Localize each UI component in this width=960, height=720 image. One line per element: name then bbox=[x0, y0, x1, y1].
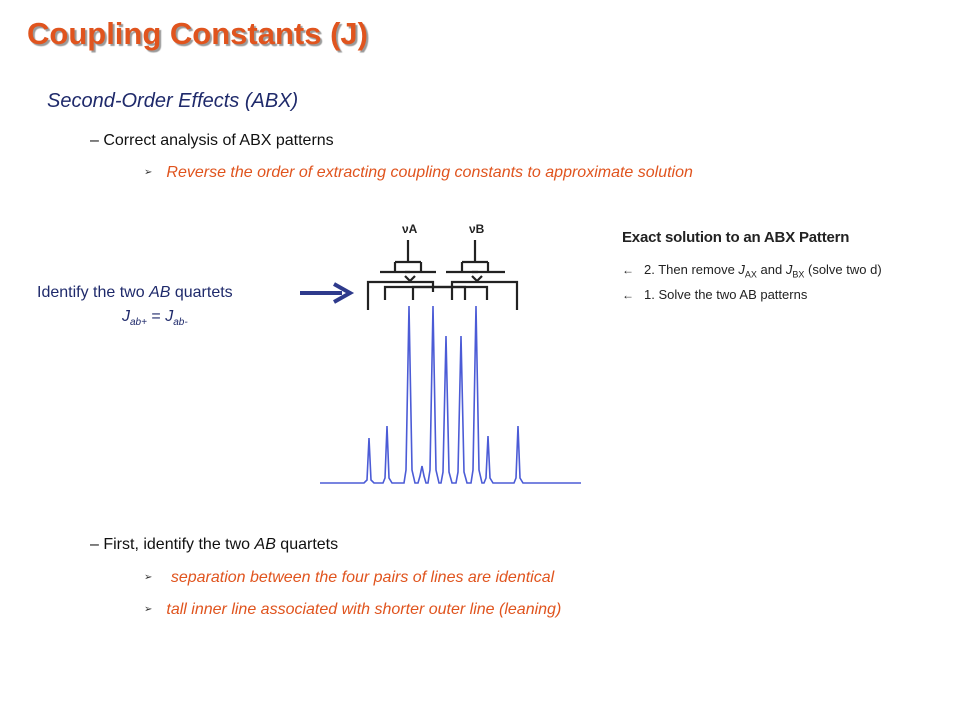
step2-mid: and bbox=[756, 262, 786, 277]
bullet-text: separation between the four pairs of lines are identical bbox=[166, 569, 555, 586]
splitting-tree-a bbox=[368, 240, 465, 310]
j-sub-1: ab+ bbox=[130, 317, 147, 329]
step2-j2: J bbox=[785, 262, 793, 277]
exact-solution-title: Exact solution to an ABX Pattern bbox=[622, 229, 850, 246]
bullet-text: Reverse the order of extracting coupling constants to approximate solution bbox=[166, 164, 693, 181]
dash2-pre: – First, identify the two bbox=[90, 536, 255, 553]
step2-post: (solve two d) bbox=[804, 262, 882, 277]
bullet-arrow-icon: ➢ bbox=[144, 572, 153, 583]
exact-step-1 bbox=[622, 287, 807, 302]
bullet-arrow-icon: ➢ bbox=[144, 604, 153, 615]
step2-s1: AX bbox=[744, 269, 757, 280]
left-arrow-icon: ← bbox=[622, 288, 634, 302]
dash2-post: quartets bbox=[275, 536, 339, 553]
label-nu-b: νB bbox=[469, 222, 485, 236]
callout-pre: Identify the two bbox=[37, 284, 150, 301]
j-symbol-1: J bbox=[122, 308, 130, 325]
j-sub-2: ab- bbox=[173, 317, 188, 329]
callout-em: AB bbox=[149, 284, 171, 301]
callout-post: quartets bbox=[170, 284, 233, 301]
left-arrow-icon: ← bbox=[622, 263, 634, 277]
j-symbol-2: J bbox=[165, 308, 174, 325]
bullet-arrow-icon: ➢ bbox=[144, 167, 153, 178]
dash-item-correct-analysis: – Correct analysis of ABX patterns bbox=[90, 132, 334, 149]
step1-text: 1. Solve the two AB patterns bbox=[644, 287, 808, 302]
nmr-spectrum-trace bbox=[320, 306, 581, 483]
dash2-em: AB bbox=[254, 536, 276, 553]
slide-subtitle: Second-Order Effects (ABX) bbox=[47, 90, 299, 112]
step2-j1: J bbox=[738, 262, 745, 277]
label-nu-a: νA bbox=[402, 222, 418, 236]
bullet-text: tall inner line associated with shorter outer line (leaning) bbox=[166, 601, 562, 618]
bullet-item-separation bbox=[144, 569, 554, 587]
dash-item-first-identify bbox=[90, 536, 338, 554]
step2-s2: BX bbox=[792, 269, 805, 280]
exact-step-2 bbox=[622, 262, 882, 280]
step2-pre: 2. Then remove bbox=[644, 262, 739, 277]
bullet-item-leaning bbox=[144, 601, 561, 619]
j-equals: = bbox=[146, 308, 166, 325]
slide-title: Coupling Constants (J) bbox=[27, 16, 368, 51]
